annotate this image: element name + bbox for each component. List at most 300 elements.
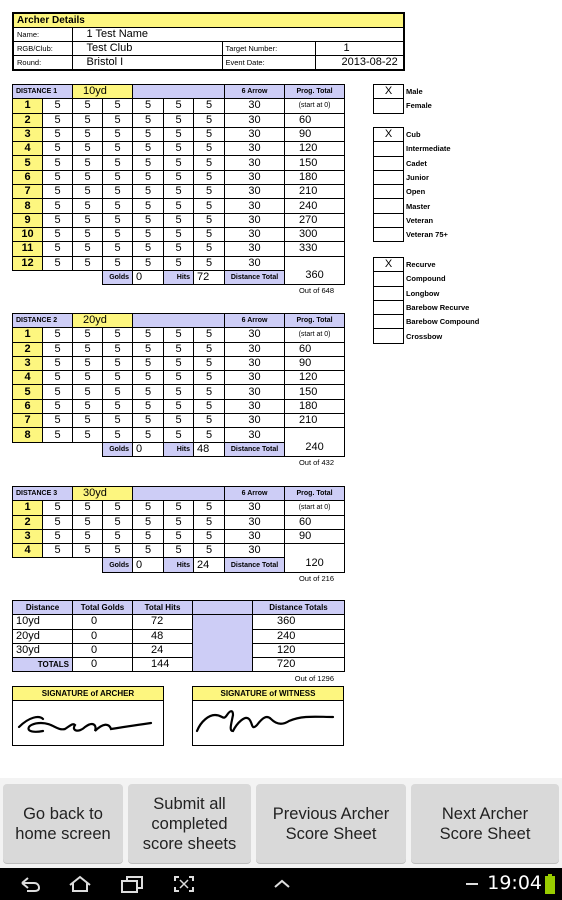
arrow-score-cell[interactable]: 5 (103, 414, 133, 428)
summary-total: 360 (253, 615, 345, 629)
arrow-score-cell[interactable]: 5 (73, 371, 103, 385)
arrow-score-cell[interactable]: 5 (73, 385, 103, 399)
category-row (374, 315, 483, 329)
six-arrow-total: 30 (225, 356, 285, 370)
arrow-score-cell[interactable]: 5 (43, 371, 73, 385)
arrow-score-cell[interactable]: 5 (43, 127, 73, 141)
progressive-total: 210 (285, 414, 345, 428)
arrow-score-cell[interactable]: 5 (43, 156, 73, 170)
target-field[interactable]: 1 (315, 42, 404, 56)
end-number: 7 (13, 414, 43, 428)
progressive-total: 150 (285, 156, 345, 170)
arrow-score-cell[interactable]: 5 (43, 399, 73, 413)
category-row (374, 272, 483, 286)
arrow-score-cell[interactable]: 5 (164, 371, 194, 385)
category-row (374, 170, 455, 184)
arrow-score-cell[interactable]: 5 (103, 356, 133, 370)
arrow-score-cell[interactable]: 5 (103, 399, 133, 413)
arrow-score-cell[interactable]: 5 (103, 99, 133, 113)
distance-1-section (12, 84, 345, 295)
arrow-score-cell[interactable]: 5 (133, 544, 164, 558)
archer-name-field[interactable]: 1 Test Name (72, 28, 404, 42)
arrow-score-cell[interactable]: 5 (43, 414, 73, 428)
six-arrow-total: 30 (225, 156, 285, 170)
arrow-score-cell[interactable]: 5 (73, 99, 103, 113)
arrow-score-cell[interactable]: 5 (194, 544, 225, 558)
arrow-score-cell[interactable]: 5 (164, 356, 194, 370)
progressive-total: 240 (285, 199, 345, 213)
category-checkbox[interactable] (374, 185, 404, 199)
progressive-total: 180 (285, 399, 345, 413)
footer-blank (13, 270, 103, 284)
end-number: 10 (13, 227, 43, 241)
category-checkbox[interactable] (374, 315, 404, 329)
progressive-total: 90 (285, 529, 345, 543)
summary-golds: 0 (73, 629, 133, 643)
home-screen-button[interactable] (3, 784, 123, 863)
category-label: Master (406, 201, 431, 211)
arrow-score-cell[interactable]: 5 (103, 385, 133, 399)
arrow-score-cell[interactable]: 5 (43, 213, 73, 227)
archer-signature-drawing (13, 701, 163, 745)
system-navigation-bar (0, 868, 562, 900)
arrow-score-cell[interactable]: 5 (73, 529, 103, 543)
screenshot-icon[interactable] (170, 874, 198, 894)
category-checkbox[interactable] (374, 142, 404, 156)
arrow-score-cell[interactable]: 5 (43, 385, 73, 399)
arrow-score-cell[interactable]: 5 (164, 256, 194, 270)
arrow-score-cell[interactable]: 5 (43, 428, 73, 442)
arrow-score-cell[interactable]: 5 (73, 213, 103, 227)
category-row (374, 286, 483, 300)
arrow-score-cell[interactable]: 5 (194, 501, 225, 515)
arrow-score-cell[interactable]: 5 (133, 156, 164, 170)
end-number: 3 (13, 529, 43, 543)
arrow-score-cell[interactable]: 5 (164, 113, 194, 127)
arrow-score-cell[interactable]: 5 (164, 385, 194, 399)
end-row (13, 127, 345, 141)
arrow-score-cell[interactable]: 5 (133, 529, 164, 543)
round-label: Round: (13, 56, 72, 71)
summary-filler (193, 615, 253, 672)
category-checkbox[interactable] (374, 99, 404, 113)
next-archer-button-label: Next Archer Score Sheet (439, 804, 531, 843)
arrow-score-cell[interactable]: 5 (103, 213, 133, 227)
home-screen-button-label: Go back to home screen (15, 804, 111, 843)
arrow-score-cell[interactable]: 5 (103, 371, 133, 385)
arrow-score-cell[interactable]: 5 (194, 385, 225, 399)
prog-total-header: Prog. Total (285, 487, 345, 501)
six-arrow-total: 30 (225, 256, 285, 270)
chevron-up-icon[interactable] (268, 874, 296, 894)
distance-table (12, 313, 345, 457)
hits-label: Hits (164, 442, 194, 456)
arrow-score-cell[interactable]: 5 (133, 501, 164, 515)
summary-header-blank (193, 601, 253, 615)
progressive-total: 150 (285, 385, 345, 399)
arrow-score-cell[interactable]: 5 (194, 227, 225, 241)
distance-value[interactable]: 20yd (73, 314, 133, 328)
distance-table (12, 486, 345, 573)
arrow-score-cell[interactable]: 5 (133, 515, 164, 529)
arrow-score-cell[interactable]: 5 (194, 414, 225, 428)
arrow-score-cell[interactable]: 5 (164, 185, 194, 199)
arrow-score-cell[interactable]: 5 (133, 242, 164, 256)
category-checkbox[interactable] (374, 199, 404, 213)
arrow-score-cell[interactable]: 5 (43, 227, 73, 241)
arrow-score-cell[interactable]: 5 (103, 127, 133, 141)
category-checkbox[interactable] (374, 329, 404, 343)
arrow-score-cell[interactable]: 5 (133, 256, 164, 270)
summary-totals-total: 720 (253, 658, 345, 672)
end-row (13, 399, 345, 413)
arrow-score-cell[interactable]: 5 (194, 529, 225, 543)
category-label: Compound (406, 274, 446, 284)
home-icon[interactable] (66, 874, 94, 894)
arrow-score-cell[interactable]: 5 (73, 414, 103, 428)
checkbox-table (373, 257, 483, 344)
submit-all-button-label: Submit all completed score sheets (142, 794, 237, 853)
six-arrow-total: 30 (225, 213, 285, 227)
arrow-score-cell[interactable]: 5 (73, 142, 103, 156)
progressive-total: 210 (285, 185, 345, 199)
arrow-score-cell[interactable]: 5 (194, 399, 225, 413)
arrow-score-cell[interactable]: 5 (43, 170, 73, 184)
category-checkbox[interactable] (374, 170, 404, 184)
arrow-score-cell[interactable]: 5 (194, 213, 225, 227)
six-arrow-total: 30 (225, 385, 285, 399)
arrow-score-cell[interactable]: 5 (194, 356, 225, 370)
six-arrow-total: 30 (225, 185, 285, 199)
arrow-score-cell[interactable]: 5 (73, 501, 103, 515)
club-label: RGB/Club: (13, 42, 72, 56)
summary-row (13, 629, 345, 643)
arrow-score-cell[interactable]: 5 (43, 113, 73, 127)
end-row (13, 544, 345, 558)
distance-value[interactable]: 10yd (73, 85, 133, 99)
age-panel (373, 127, 455, 242)
arrow-score-cell[interactable]: 5 (164, 199, 194, 213)
next-archer-button[interactable] (411, 784, 559, 863)
arrow-score-cell[interactable]: 5 (73, 156, 103, 170)
arrow-score-cell[interactable]: 5 (133, 371, 164, 385)
arrow-score-cell[interactable]: 5 (73, 242, 103, 256)
end-number: 1 (13, 99, 43, 113)
category-label: Longbow (406, 288, 440, 298)
arrow-score-cell[interactable]: 5 (164, 544, 194, 558)
arrow-score-cell[interactable]: 5 (103, 501, 133, 515)
arrow-score-cell[interactable]: 5 (164, 213, 194, 227)
arrow-score-cell[interactable]: 5 (164, 515, 194, 529)
distance-label: DISTANCE 2 (13, 314, 73, 328)
arrow-score-cell[interactable]: 5 (103, 227, 133, 241)
arrow-score-cell[interactable]: 5 (103, 256, 133, 270)
six-arrow-total: 30 (225, 529, 285, 543)
arrow-score-cell[interactable]: 5 (133, 328, 164, 342)
six-arrow-total: 30 (225, 113, 285, 127)
arrow-score-cell[interactable]: 5 (43, 242, 73, 256)
arrow-score-cell[interactable]: 5 (194, 199, 225, 213)
arrow-score-cell[interactable]: 5 (73, 428, 103, 442)
arrow-score-cell[interactable]: 5 (164, 156, 194, 170)
arrow-score-cell[interactable]: 5 (43, 256, 73, 270)
witness-signature-title: SIGNATURE of WITNESS (193, 687, 343, 701)
arrow-score-cell[interactable]: 5 (133, 99, 164, 113)
arrow-score-cell[interactable]: 5 (43, 356, 73, 370)
arrow-score-cell[interactable]: 5 (133, 213, 164, 227)
six-arrow-total: 30 (225, 127, 285, 141)
date-label: Event Date: (222, 56, 315, 71)
arrow-score-cell[interactable]: 5 (164, 501, 194, 515)
club-field[interactable]: Test Club (72, 42, 222, 56)
arrow-score-cell[interactable]: 5 (43, 529, 73, 543)
checkbox-table (373, 127, 455, 242)
arrow-score-cell[interactable]: 5 (133, 385, 164, 399)
progressive-total: 60 (285, 342, 345, 356)
hits-value: 72 (194, 270, 225, 284)
arrow-score-cell[interactable]: 5 (73, 256, 103, 270)
category-checkbox[interactable] (374, 300, 404, 314)
distance-label: DISTANCE 1 (13, 85, 73, 99)
arrow-score-cell[interactable]: 5 (43, 501, 73, 515)
arrow-score-cell[interactable]: 5 (164, 127, 194, 141)
end-row (13, 501, 345, 515)
summary-hits: 48 (133, 629, 193, 643)
arrow-score-cell[interactable]: 5 (194, 515, 225, 529)
distance-out-of: Out of 216 (298, 573, 334, 583)
summary-row (13, 643, 345, 657)
arrow-score-cell[interactable]: 5 (194, 428, 225, 442)
six-arrow-total: 30 (225, 399, 285, 413)
end-number: 6 (13, 170, 43, 184)
end-number: 1 (13, 501, 43, 515)
arrow-score-cell[interactable]: 5 (103, 156, 133, 170)
arrow-score-cell[interactable]: 5 (73, 399, 103, 413)
arrow-score-cell[interactable]: 5 (133, 113, 164, 127)
category-checkbox[interactable] (374, 272, 404, 286)
arrow-score-cell[interactable]: 5 (43, 342, 73, 356)
six-arrow-total: 30 (225, 227, 285, 241)
arrow-score-cell[interactable]: 5 (164, 227, 194, 241)
arrow-score-cell[interactable]: 5 (103, 515, 133, 529)
back-icon[interactable] (16, 874, 44, 894)
end-number: 4 (13, 544, 43, 558)
status-clock: 19:04 (487, 872, 542, 894)
arrow-score-cell[interactable]: 5 (73, 127, 103, 141)
arrow-score-cell[interactable]: 5 (164, 399, 194, 413)
end-row (13, 428, 345, 442)
arrow-score-cell[interactable]: 5 (133, 142, 164, 156)
arrow-score-cell[interactable]: 5 (164, 328, 194, 342)
category-checkbox[interactable] (374, 213, 404, 227)
arrow-score-cell[interactable]: 5 (194, 170, 225, 184)
arrow-score-cell[interactable]: 5 (194, 99, 225, 113)
end-row (13, 242, 345, 256)
end-number: 1 (13, 328, 43, 342)
gender-panel (373, 84, 435, 114)
arrow-score-cell[interactable]: 5 (133, 414, 164, 428)
arrow-score-cell[interactable]: 5 (73, 113, 103, 127)
archer-signature-title: SIGNATURE of ARCHER (13, 687, 163, 701)
arrow-score-cell[interactable]: 5 (73, 185, 103, 199)
arrow-score-cell[interactable]: 5 (133, 342, 164, 356)
footer-blank (13, 442, 103, 456)
arrow-score-cell[interactable]: 5 (103, 328, 133, 342)
arrow-score-cell[interactable]: 5 (133, 227, 164, 241)
arrow-score-cell[interactable]: 5 (43, 99, 73, 113)
name-label: Name: (13, 28, 72, 42)
round-field[interactable]: Bristol I (72, 56, 222, 71)
end-row (13, 170, 345, 184)
six-arrow-total: 30 (225, 414, 285, 428)
arrow-score-cell[interactable]: 5 (194, 242, 225, 256)
arrow-score-cell[interactable]: 5 (133, 199, 164, 213)
prog-start-note: (start at 0) (285, 99, 345, 113)
arrow-score-cell[interactable]: 5 (164, 342, 194, 356)
summary-hits: 24 (133, 643, 193, 657)
arrow-score-cell[interactable]: 5 (164, 99, 194, 113)
six-arrow-header: 6 Arrow (225, 85, 285, 99)
arrow-score-cell[interactable]: 5 (164, 142, 194, 156)
arrow-score-cell[interactable]: 5 (133, 127, 164, 141)
arrow-score-cell[interactable]: 5 (194, 127, 225, 141)
arrow-score-cell[interactable]: 5 (103, 242, 133, 256)
category-checkbox[interactable] (374, 156, 404, 170)
golds-label: Golds (103, 270, 133, 284)
summary-distance: 10yd (13, 615, 73, 629)
arrow-score-cell[interactable]: 5 (164, 428, 194, 442)
category-checkbox[interactable]: X (374, 85, 404, 99)
arrow-score-cell[interactable]: 5 (103, 544, 133, 558)
arrow-score-cell[interactable]: 5 (103, 342, 133, 356)
end-row (13, 342, 345, 356)
arrow-score-cell[interactable]: 5 (73, 227, 103, 241)
arrow-score-cell[interactable]: 5 (133, 185, 164, 199)
arrow-score-cell[interactable]: 5 (194, 256, 225, 270)
summary-distance: 20yd (13, 629, 73, 643)
end-row (13, 142, 345, 156)
category-row (374, 156, 455, 170)
end-number: 3 (13, 127, 43, 141)
archer-signature-box[interactable] (12, 686, 164, 746)
six-arrow-total: 30 (225, 544, 285, 558)
arrow-score-cell[interactable]: 5 (73, 328, 103, 342)
distance-total-value: 360 (285, 256, 345, 285)
arrow-score-cell[interactable]: 5 (43, 544, 73, 558)
header-blank (133, 487, 225, 501)
recent-apps-icon[interactable] (118, 874, 146, 894)
category-checkbox[interactable] (374, 228, 404, 242)
summary-table (12, 600, 345, 672)
arrow-score-cell[interactable]: 5 (164, 242, 194, 256)
summary-out-of: Out of 1296 (294, 674, 334, 683)
end-row (13, 156, 345, 170)
arrow-score-cell[interactable]: 5 (194, 185, 225, 199)
arrow-score-cell[interactable]: 5 (164, 170, 194, 184)
date-field[interactable]: 2013-08-22 (315, 56, 404, 71)
end-number: 3 (13, 356, 43, 370)
category-label: Female (406, 101, 432, 111)
arrow-score-cell[interactable]: 5 (103, 142, 133, 156)
category-label: Veteran (406, 215, 434, 225)
arrow-score-cell[interactable]: 5 (194, 328, 225, 342)
arrow-score-cell[interactable]: 5 (73, 342, 103, 356)
arrow-score-cell[interactable]: 5 (133, 399, 164, 413)
end-row (13, 414, 345, 428)
submit-all-button[interactable] (128, 784, 251, 863)
category-checkbox[interactable]: X (374, 258, 404, 272)
arrow-score-cell[interactable]: 5 (194, 342, 225, 356)
golds-value: 0 (133, 270, 164, 284)
progressive-total: 90 (285, 356, 345, 370)
summary-header-hits: Total Hits (133, 601, 193, 615)
arrow-score-cell[interactable]: 5 (43, 142, 73, 156)
progressive-total: 120 (285, 142, 345, 156)
arrow-score-cell[interactable]: 5 (164, 529, 194, 543)
progressive-total: 90 (285, 127, 345, 141)
six-arrow-header: 6 Arrow (225, 487, 285, 501)
arrow-score-cell[interactable]: 5 (43, 328, 73, 342)
arrow-score-cell[interactable]: 5 (133, 356, 164, 370)
arrow-score-cell[interactable]: 5 (43, 185, 73, 199)
arrow-score-cell[interactable]: 5 (103, 185, 133, 199)
summary-totals-golds: 0 (73, 658, 133, 672)
arrow-score-cell[interactable]: 5 (43, 199, 73, 213)
arrow-score-cell[interactable]: 5 (73, 199, 103, 213)
arrow-score-cell[interactable]: 5 (194, 113, 225, 127)
category-row (374, 228, 455, 242)
arrow-score-cell[interactable]: 5 (103, 113, 133, 127)
hits-label: Hits (164, 558, 194, 572)
arrow-score-cell[interactable]: 5 (103, 170, 133, 184)
six-arrow-total: 30 (225, 515, 285, 529)
summary-header-distance: Distance (13, 601, 73, 615)
distance-total-label: Distance Total (225, 442, 285, 456)
witness-signature-box[interactable] (192, 686, 344, 746)
arrow-score-cell[interactable]: 5 (73, 544, 103, 558)
end-number: 7 (13, 185, 43, 199)
arrow-score-cell[interactable]: 5 (73, 515, 103, 529)
menu-icon[interactable] (462, 874, 482, 894)
arrow-score-cell[interactable]: 5 (194, 156, 225, 170)
summary-header-totals: Distance Totals (253, 601, 345, 615)
arrow-score-cell[interactable]: 5 (43, 515, 73, 529)
category-label: Male (406, 87, 423, 97)
distance-value[interactable]: 30yd (73, 487, 133, 501)
category-checkbox[interactable]: X (374, 128, 404, 142)
arrow-score-cell[interactable]: 5 (194, 142, 225, 156)
distance-total-label: Distance Total (225, 558, 285, 572)
category-checkbox[interactable] (374, 286, 404, 300)
golds-value: 0 (133, 442, 164, 456)
six-arrow-total: 30 (225, 242, 285, 256)
arrow-score-cell[interactable]: 5 (103, 199, 133, 213)
arrow-score-cell[interactable]: 5 (133, 428, 164, 442)
hits-value: 24 (194, 558, 225, 572)
end-row (13, 213, 345, 227)
six-arrow-total: 30 (225, 199, 285, 213)
arrow-score-cell[interactable]: 5 (73, 356, 103, 370)
arrow-score-cell[interactable]: 5 (103, 428, 133, 442)
arrow-score-cell[interactable]: 5 (164, 414, 194, 428)
arrow-score-cell[interactable]: 5 (73, 170, 103, 184)
previous-archer-button[interactable] (256, 784, 406, 863)
arrow-score-cell[interactable]: 5 (103, 529, 133, 543)
arrow-score-cell[interactable]: 5 (133, 170, 164, 184)
progressive-total: 270 (285, 213, 345, 227)
category-row (374, 329, 483, 343)
arrow-score-cell[interactable]: 5 (194, 371, 225, 385)
